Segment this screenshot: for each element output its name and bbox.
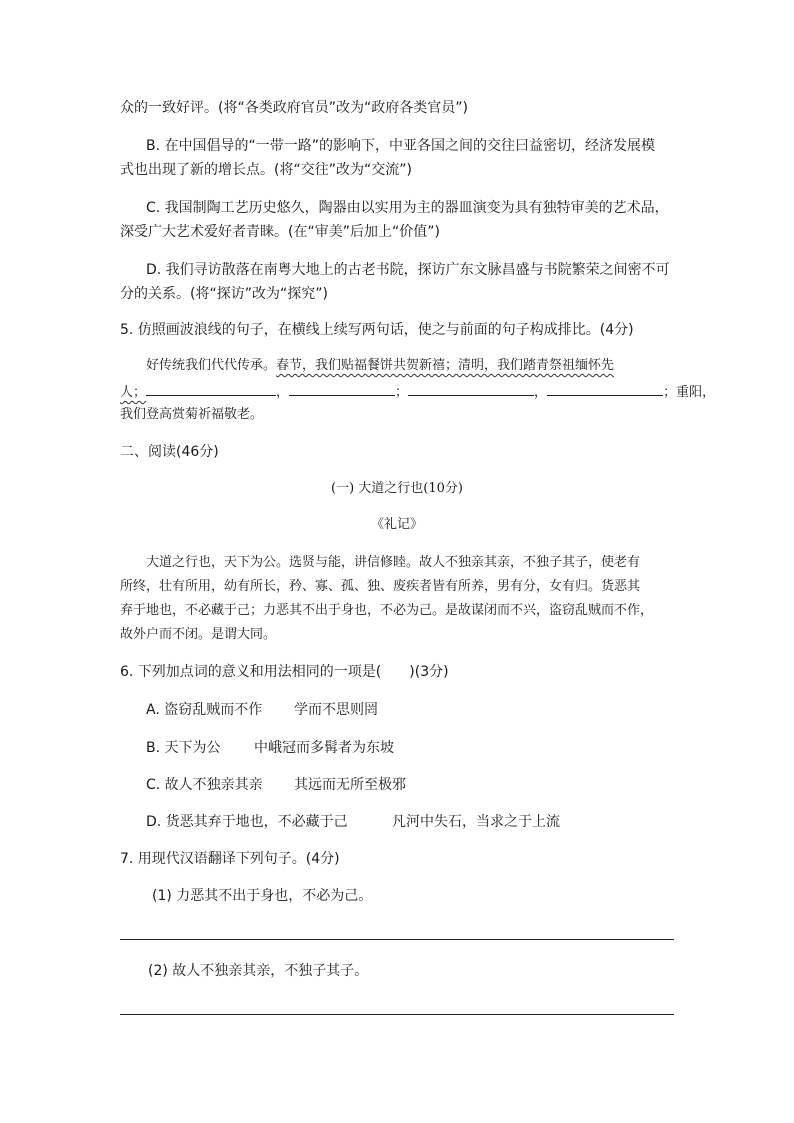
q5-wavy-sentence-tail: 人； — [120, 385, 147, 400]
q6-title-stem: 6. 下列加点词的意义和用法相同的一项是( — [120, 664, 382, 680]
q5-answer-blank-2[interactable] — [289, 381, 395, 396]
q6-option-d-left: D. 货恶其弃于地也，不必藏于己 — [146, 814, 348, 830]
passage-line-1: 大道之行也，天下为公。选贤与能，讲信修睦。故人不独亲其亲，不独子其子，使老有 — [146, 555, 641, 570]
q5-semicolon-1: ； — [395, 385, 409, 400]
section-2-title: 二、阅读(46分) — [120, 444, 219, 460]
q6-title — [120, 662, 449, 682]
q5-paragraph-line1 — [146, 356, 614, 376]
q6-option-a-left: A. 盗窃乱贼而不作 — [146, 702, 263, 718]
passage-line-2: 所终，壮有所用，幼有所长，矜、寡、孤、独、废疾者皆有所养，男有分，女有归。货恶其 — [120, 579, 641, 594]
q6-option-a-right: 学而不思则罔 — [294, 702, 378, 718]
q6-option-d-right: 凡河中失石，当求之于上流 — [392, 814, 560, 830]
q4-option-d-line1: D. 我们寻访散落在南粤大地上的古老书院，探访广东文脉昌盛与书院繁荣之间密不可 — [146, 262, 670, 278]
q7-sentence-1: (1) 力恶其不出于身也，不必为己。 — [152, 888, 373, 904]
q5-paragraph-line2 — [120, 381, 715, 403]
q4-option-d-line2: 分的关系。(将“探访”改为“探究”) — [120, 286, 328, 302]
q5-answer-blank-1[interactable] — [146, 381, 276, 396]
q5-wavy-sentence: 春节，我们贴福餐饼共贺新禧；清明，我们踏青祭祖缅怀先 — [276, 358, 615, 373]
q5-comma-1: ， — [276, 385, 290, 400]
q4-option-b-line1: B. 在中国倡导的“一带一路”的影响下，中亚各国之间的交往曰益密切，经济发展模 — [146, 138, 656, 154]
q7-title: 7. 用现代汉语翻译下列句子。(4分) — [120, 851, 340, 867]
q5-title: 5. 仿照画波浪线的句子，在横线上续写两句话，使之与前面的句子构成排比。(4分) — [120, 322, 634, 338]
q7-answer-line-2[interactable] — [120, 1014, 674, 1015]
q4-option-c-line2: 深受广大艺术爱好者青睐。(在“审美”后加上“价值”) — [120, 224, 440, 240]
q4-option-a-tail: 众的一致好评。(将“各类政府官员”改为“政府各类官员”) — [120, 100, 468, 116]
q6-option-c-left: C. 故人不独亲其亲 — [146, 777, 263, 793]
q6-option-b-right: 中峨冠而多髯者为东坡 — [254, 740, 394, 756]
q5-line2-tail: ；重阳， — [663, 385, 716, 400]
passage-line-4: 故外户而不闭。是谓大同。 — [120, 627, 277, 642]
q7-sentence-2: (2) 故人不独亲其亲，不独子其子。 — [148, 963, 369, 979]
q5-paragraph-line3: 我们登高赏菊祈福敬老。 — [120, 407, 264, 422]
q5-comma-2: ， — [534, 385, 548, 400]
passage-line-3: 弃于地也，不必藏于己；力恶其不出于身也，不必为己。是故谋闭而不兴，盗窃乱贼而不作， — [120, 603, 654, 618]
q5-answer-blank-3[interactable] — [408, 381, 534, 396]
q7-answer-line-1[interactable] — [120, 939, 674, 940]
passage-source: 《礼记》 — [370, 517, 423, 532]
q5-lead-sentence: 好传统我们代代传承。 — [146, 358, 277, 373]
q6-title-points: )(3分) — [409, 664, 449, 680]
q4-option-b-line2: 式也出现了新的增长点。(将“交往”改为“交流”) — [120, 162, 412, 178]
q6-option-b-left: B. 天下为公 — [146, 740, 221, 756]
q4-option-c-line1: C. 我国制陶工艺历史悠久，陶器由以实用为主的器皿演变为具有独特审美的艺术品， — [146, 200, 669, 216]
q6-option-c-right: 其远而无所至极邪 — [294, 777, 406, 793]
passage-title: (一) 大道之行也(10分) — [331, 481, 463, 496]
q5-answer-blank-4[interactable] — [547, 381, 663, 396]
